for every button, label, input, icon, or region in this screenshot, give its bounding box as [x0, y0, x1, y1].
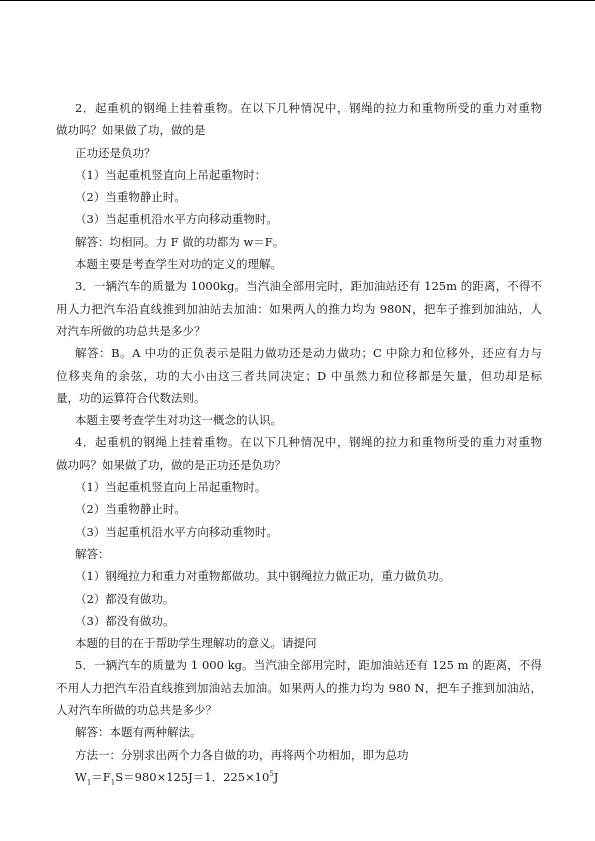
text-line: （3）当起重机沿水平方向移动重物时。: [75, 212, 278, 227]
text-line: （2）当重物静止时。: [75, 190, 186, 205]
formula-eq1: ＝F: [91, 769, 111, 784]
text-line: 4．起重机的钢绳上挂着重物。在以下几种情况中，钢绳的拉力和重物所受的重力对重物: [75, 435, 542, 450]
text-line: 本题主要考查学生对功这一概念的认识。: [75, 413, 282, 428]
text-line: （2）都没有做功。: [75, 591, 175, 606]
formula-rest: S＝980×125J＝1．225×10: [115, 769, 270, 784]
text-line: （2）当重物静止时。: [75, 502, 186, 517]
text-line: 对汽车所做的功总共是多少？: [56, 323, 206, 338]
formula-unit: J: [273, 769, 279, 784]
text-line: （3）当起重机沿水平方向移动重物时。: [75, 524, 278, 539]
text-line: 量，功的运算符合代数法则。: [56, 390, 206, 405]
formula-w: W: [75, 769, 87, 784]
text-line: （1）当起重机竖直向上吊起重物时。: [75, 480, 267, 495]
text-line: 5．一辆汽车的质量为 1 000 kg。当汽油全部用完时，距加油站还有 125 m 的距离，不得: [75, 658, 542, 673]
text-line: 方法一：分别求出两个力各自做的功，再将两个功相加，即为总功: [75, 747, 409, 762]
text-lines: [56, 97, 542, 766]
formula-f-subscript: 1: [110, 778, 116, 787]
formula-w-subscript: 1: [86, 778, 92, 787]
text-line: （3）都没有做功。: [75, 613, 175, 628]
document-body: [56, 97, 542, 788]
text-line: 2．起重机的钢绳上挂着重物。在以下几种情况中，钢绳的拉力和重物所受的重力对重物: [75, 101, 542, 115]
page-top-border: [0, 0, 595, 1]
text-line: 3．一辆汽车的质量为 1000kg。当汽油全部用完时，距加油站还有 125m 的距离，不得不: [75, 279, 542, 294]
text-line: 本题主要是考查学生对功的定义的理解。: [75, 257, 282, 272]
text-line: 不用人力把汽车沿直线推到加油站去加油。如果两人的推力均为 980 N，把车子推到加油站，: [56, 680, 542, 695]
formula-exponent: 5: [269, 770, 274, 779]
text-line: 本题的目的在于帮助学生理解功的意义。请提问: [75, 636, 317, 651]
text-line: 解答：B。A 中功的正负表示是阻力做功还是动力做功；C 中除力和位移外，还应有力与: [75, 346, 542, 361]
text-line: 解答：均相同。力 F 做的功都为 w＝F。: [75, 234, 285, 249]
text-line: 人对汽车所做的功总共是多少？: [56, 703, 217, 718]
text-line: 解答：本题有两种解法。: [75, 725, 202, 740]
text-line: 用人力把汽车沿直线推到加油站去加油：如果两人的推力均为 980N，把车子推到加油站，人: [56, 301, 542, 316]
formula-line: [56, 766, 542, 788]
text-line: 正功还是负功？: [75, 145, 156, 160]
text-line: （1）当起重机竖直向上吊起重物时：: [75, 167, 267, 182]
text-line: 位移夹角的余弦，功的大小由这三者共同决定；D 中虽然力和位移都是矢量，但功却是标: [56, 368, 542, 383]
text-line: 做功吗？如果做了功，做的是正功还是负功？: [56, 457, 286, 472]
text-line: 做功吗？如果做了功，做的是: [56, 123, 206, 138]
text-line: （1）钢绳拉力和重力对重物都做功。其中钢绳拉力做正功，重力做负功。: [75, 569, 451, 584]
text-line: 解答：: [75, 546, 110, 561]
